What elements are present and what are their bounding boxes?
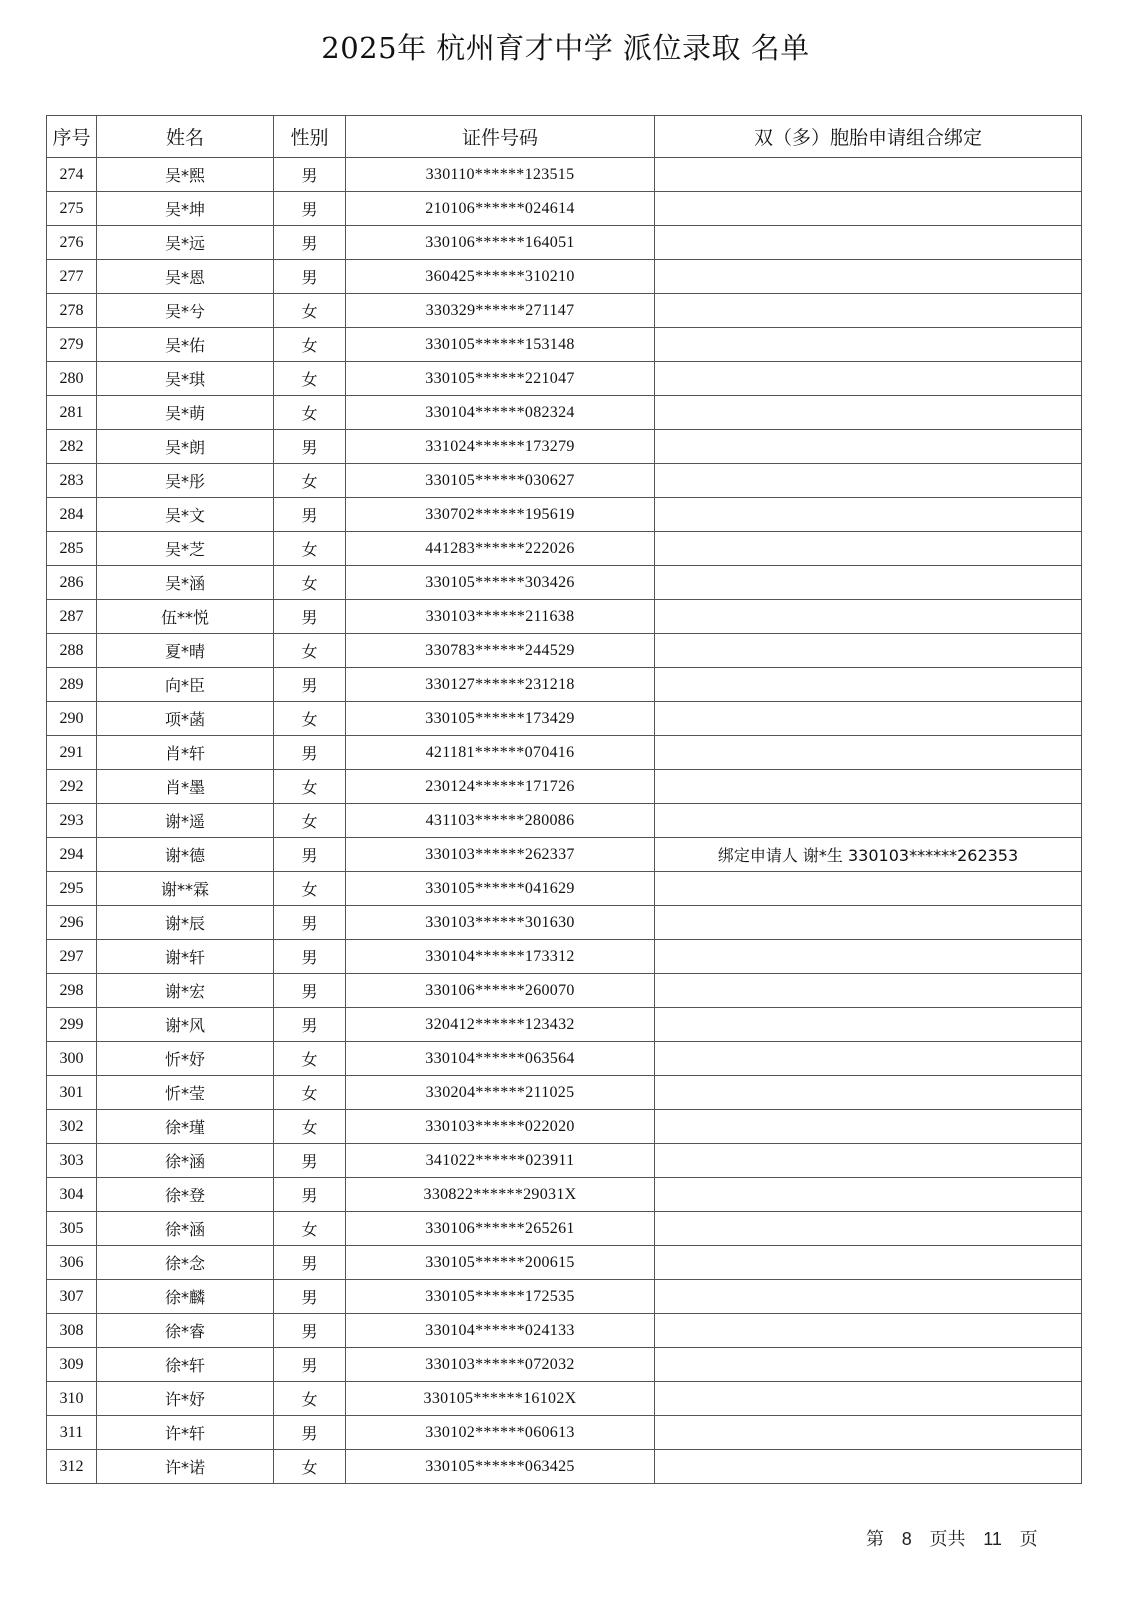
cell-id-number: 330105******173429 — [346, 702, 655, 736]
cell-seq: 302 — [47, 1110, 97, 1144]
cell-name: 吴*彤 — [97, 464, 274, 498]
cell-gender: 男 — [274, 260, 346, 294]
cell-seq: 282 — [47, 430, 97, 464]
cell-seq: 278 — [47, 294, 97, 328]
cell-name: 谢*辰 — [97, 906, 274, 940]
cell-gender: 女 — [274, 328, 346, 362]
table-row — [47, 1280, 1082, 1314]
cell-twin-binding — [655, 1110, 1082, 1144]
table-row — [47, 532, 1082, 566]
table-row — [47, 430, 1082, 464]
cell-name: 项*菡 — [97, 702, 274, 736]
cell-gender: 男 — [274, 838, 346, 872]
cell-gender: 女 — [274, 1212, 346, 1246]
cell-name: 徐*麟 — [97, 1280, 274, 1314]
cell-name: 许*诺 — [97, 1450, 274, 1484]
cell-twin-binding — [655, 736, 1082, 770]
cell-name: 伍**悦 — [97, 600, 274, 634]
cell-twin-binding — [655, 1348, 1082, 1382]
cell-seq: 306 — [47, 1246, 97, 1280]
cell-seq: 304 — [47, 1178, 97, 1212]
table-row — [47, 158, 1082, 192]
cell-twin-binding — [655, 328, 1082, 362]
cell-seq: 297 — [47, 940, 97, 974]
cell-seq: 276 — [47, 226, 97, 260]
table-row — [47, 1450, 1082, 1484]
table-row — [47, 1212, 1082, 1246]
cell-seq: 291 — [47, 736, 97, 770]
cell-id-number: 360425******310210 — [346, 260, 655, 294]
cell-id-number: 330104******173312 — [346, 940, 655, 974]
cell-twin-binding — [655, 1246, 1082, 1280]
cell-seq: 312 — [47, 1450, 97, 1484]
cell-gender: 女 — [274, 872, 346, 906]
cell-twin-binding — [655, 974, 1082, 1008]
cell-name: 谢*风 — [97, 1008, 274, 1042]
cell-twin-binding — [655, 600, 1082, 634]
table-row — [47, 838, 1082, 872]
cell-seq: 307 — [47, 1280, 97, 1314]
cell-name: 吴*恩 — [97, 260, 274, 294]
header-name: 姓名 — [97, 116, 274, 158]
cell-twin-binding — [655, 1450, 1082, 1484]
cell-id-number: 330822******29031X — [346, 1178, 655, 1212]
footer-prefix: 第 — [866, 1529, 884, 1550]
cell-name: 徐*念 — [97, 1246, 274, 1280]
cell-twin-binding — [655, 702, 1082, 736]
cell-gender: 男 — [274, 430, 346, 464]
cell-gender: 男 — [274, 192, 346, 226]
footer-total-pages: 11 — [983, 1529, 1002, 1549]
cell-twin-binding — [655, 940, 1082, 974]
cell-name: 许*妤 — [97, 1382, 274, 1416]
header-gender: 性别 — [274, 116, 346, 158]
table-row — [47, 294, 1082, 328]
cell-id-number: 330106******265261 — [346, 1212, 655, 1246]
table-row — [47, 1008, 1082, 1042]
cell-seq: 294 — [47, 838, 97, 872]
cell-seq: 292 — [47, 770, 97, 804]
cell-seq: 309 — [47, 1348, 97, 1382]
cell-seq: 295 — [47, 872, 97, 906]
table-row — [47, 396, 1082, 430]
cell-gender: 男 — [274, 1144, 346, 1178]
cell-twin-binding — [655, 532, 1082, 566]
cell-seq: 287 — [47, 600, 97, 634]
cell-id-number: 330103******072032 — [346, 1348, 655, 1382]
table-row — [47, 1178, 1082, 1212]
cell-gender: 女 — [274, 396, 346, 430]
cell-id-number: 330104******024133 — [346, 1314, 655, 1348]
table-row — [47, 940, 1082, 974]
cell-name: 谢*轩 — [97, 940, 274, 974]
cell-gender: 男 — [274, 1348, 346, 1382]
cell-gender: 女 — [274, 1076, 346, 1110]
cell-twin-binding — [655, 294, 1082, 328]
cell-seq: 289 — [47, 668, 97, 702]
header-row — [47, 116, 1082, 158]
table-row — [47, 770, 1082, 804]
cell-id-number: 330783******244529 — [346, 634, 655, 668]
cell-twin-binding — [655, 362, 1082, 396]
table-row — [47, 872, 1082, 906]
table-header — [47, 116, 1082, 158]
cell-gender: 男 — [274, 498, 346, 532]
cell-name: 徐*涵 — [97, 1212, 274, 1246]
cell-seq: 284 — [47, 498, 97, 532]
cell-name: 吴*芝 — [97, 532, 274, 566]
cell-seq: 308 — [47, 1314, 97, 1348]
cell-name: 肖*墨 — [97, 770, 274, 804]
cell-name: 忻*莹 — [97, 1076, 274, 1110]
table-row — [47, 192, 1082, 226]
cell-seq: 305 — [47, 1212, 97, 1246]
cell-twin-binding — [655, 158, 1082, 192]
cell-seq: 277 — [47, 260, 97, 294]
cell-id-number: 330103******262337 — [346, 838, 655, 872]
header-id-number: 证件号码 — [346, 116, 655, 158]
cell-gender: 女 — [274, 362, 346, 396]
cell-gender: 女 — [274, 634, 346, 668]
cell-seq: 300 — [47, 1042, 97, 1076]
cell-name: 忻*妤 — [97, 1042, 274, 1076]
cell-id-number: 330127******231218 — [346, 668, 655, 702]
cell-id-number: 330104******082324 — [346, 396, 655, 430]
cell-name: 肖*轩 — [97, 736, 274, 770]
table-row — [47, 600, 1082, 634]
table-row — [47, 1382, 1082, 1416]
cell-id-number: 320412******123432 — [346, 1008, 655, 1042]
table-row — [47, 362, 1082, 396]
cell-id-number: 330103******301630 — [346, 906, 655, 940]
cell-id-number: 330105******063425 — [346, 1450, 655, 1484]
cell-twin-binding — [655, 668, 1082, 702]
cell-id-number: 421181******070416 — [346, 736, 655, 770]
cell-gender: 女 — [274, 464, 346, 498]
cell-id-number: 230124******171726 — [346, 770, 655, 804]
cell-twin-binding: 绑定申请人 谢*生 330103******262353 — [655, 838, 1082, 872]
cell-twin-binding — [655, 260, 1082, 294]
cell-seq: 301 — [47, 1076, 97, 1110]
header-twin-binding: 双（多）胞胎申请组合绑定 — [655, 116, 1082, 158]
cell-twin-binding — [655, 1076, 1082, 1110]
cell-id-number: 210106******024614 — [346, 192, 655, 226]
cell-seq: 285 — [47, 532, 97, 566]
cell-id-number: 330105******153148 — [346, 328, 655, 362]
cell-name: 谢*德 — [97, 838, 274, 872]
table-row — [47, 1348, 1082, 1382]
cell-gender: 男 — [274, 1178, 346, 1212]
table-row — [47, 1110, 1082, 1144]
table-row — [47, 464, 1082, 498]
cell-twin-binding — [655, 396, 1082, 430]
cell-id-number: 330105******221047 — [346, 362, 655, 396]
cell-gender: 女 — [274, 566, 346, 600]
cell-gender: 男 — [274, 1280, 346, 1314]
cell-seq: 298 — [47, 974, 97, 1008]
cell-name: 吴*佑 — [97, 328, 274, 362]
cell-gender: 男 — [274, 974, 346, 1008]
cell-seq: 299 — [47, 1008, 97, 1042]
cell-name: 夏*晴 — [97, 634, 274, 668]
cell-id-number: 330105******303426 — [346, 566, 655, 600]
table-row — [47, 668, 1082, 702]
table-row — [47, 260, 1082, 294]
cell-name: 徐*涵 — [97, 1144, 274, 1178]
cell-seq: 296 — [47, 906, 97, 940]
cell-name: 吴*文 — [97, 498, 274, 532]
cell-gender: 女 — [274, 702, 346, 736]
cell-id-number: 331024******173279 — [346, 430, 655, 464]
table-row — [47, 1042, 1082, 1076]
cell-id-number: 330105******16102X — [346, 1382, 655, 1416]
cell-gender: 女 — [274, 1110, 346, 1144]
page-footer — [866, 1525, 1038, 1551]
cell-name: 徐*登 — [97, 1178, 274, 1212]
cell-gender: 女 — [274, 1450, 346, 1484]
cell-id-number: 330105******172535 — [346, 1280, 655, 1314]
cell-name: 吴*远 — [97, 226, 274, 260]
cell-twin-binding — [655, 906, 1082, 940]
cell-name: 吴*熙 — [97, 158, 274, 192]
cell-twin-binding — [655, 872, 1082, 906]
cell-twin-binding — [655, 1382, 1082, 1416]
table-row — [47, 498, 1082, 532]
cell-seq: 303 — [47, 1144, 97, 1178]
table-row — [47, 906, 1082, 940]
cell-gender: 男 — [274, 1314, 346, 1348]
table-row — [47, 634, 1082, 668]
cell-id-number: 330702******195619 — [346, 498, 655, 532]
cell-twin-binding — [655, 770, 1082, 804]
cell-twin-binding — [655, 464, 1082, 498]
table-row — [47, 736, 1082, 770]
footer-page-number: 8 — [901, 1529, 912, 1549]
cell-name: 吴*朗 — [97, 430, 274, 464]
table-row — [47, 328, 1082, 362]
document-title: 2025年 杭州育才中学 派位录取 名单 — [321, 31, 810, 65]
footer-suffix: 页 — [1019, 1529, 1038, 1550]
cell-name: 谢*宏 — [97, 974, 274, 1008]
cell-twin-binding — [655, 1008, 1082, 1042]
cell-seq: 279 — [47, 328, 97, 362]
cell-twin-binding — [655, 1042, 1082, 1076]
cell-twin-binding — [655, 1280, 1082, 1314]
cell-name: 徐*瑾 — [97, 1110, 274, 1144]
cell-seq: 293 — [47, 804, 97, 838]
table-row — [47, 226, 1082, 260]
header-seq: 序号 — [47, 116, 97, 158]
cell-gender: 男 — [274, 600, 346, 634]
cell-seq: 274 — [47, 158, 97, 192]
cell-twin-binding — [655, 566, 1082, 600]
cell-id-number: 330105******041629 — [346, 872, 655, 906]
table-row — [47, 1246, 1082, 1280]
cell-seq: 288 — [47, 634, 97, 668]
cell-gender: 女 — [274, 1042, 346, 1076]
cell-id-number: 330103******211638 — [346, 600, 655, 634]
cell-name: 徐*睿 — [97, 1314, 274, 1348]
cell-twin-binding — [655, 1178, 1082, 1212]
cell-id-number: 330110******123515 — [346, 158, 655, 192]
cell-seq: 280 — [47, 362, 97, 396]
cell-twin-binding — [655, 804, 1082, 838]
cell-id-number: 341022******023911 — [346, 1144, 655, 1178]
cell-gender: 男 — [274, 158, 346, 192]
cell-gender: 男 — [274, 906, 346, 940]
cell-seq: 290 — [47, 702, 97, 736]
cell-twin-binding — [655, 1314, 1082, 1348]
cell-twin-binding — [655, 498, 1082, 532]
cell-name: 吴*兮 — [97, 294, 274, 328]
cell-seq: 286 — [47, 566, 97, 600]
table-row — [47, 702, 1082, 736]
cell-id-number: 330103******022020 — [346, 1110, 655, 1144]
table-row — [47, 1076, 1082, 1110]
cell-name: 谢**霖 — [97, 872, 274, 906]
cell-twin-binding — [655, 430, 1082, 464]
cell-gender: 男 — [274, 1416, 346, 1450]
cell-id-number: 330105******030627 — [346, 464, 655, 498]
cell-seq: 311 — [47, 1416, 97, 1450]
cell-gender: 女 — [274, 294, 346, 328]
cell-name: 向*臣 — [97, 668, 274, 702]
cell-twin-binding — [655, 192, 1082, 226]
cell-gender: 女 — [274, 1382, 346, 1416]
footer-middle: 页共 — [929, 1529, 966, 1550]
cell-id-number: 431103******280086 — [346, 804, 655, 838]
cell-name: 徐*轩 — [97, 1348, 274, 1382]
table-row — [47, 1144, 1082, 1178]
cell-seq: 283 — [47, 464, 97, 498]
cell-gender: 女 — [274, 804, 346, 838]
table-row — [47, 804, 1082, 838]
cell-id-number: 330105******200615 — [346, 1246, 655, 1280]
cell-twin-binding — [655, 1416, 1082, 1450]
cell-id-number: 330329******271147 — [346, 294, 655, 328]
cell-twin-binding — [655, 226, 1082, 260]
cell-name: 吴*涵 — [97, 566, 274, 600]
table-row — [47, 566, 1082, 600]
cell-twin-binding — [655, 634, 1082, 668]
cell-seq: 275 — [47, 192, 97, 226]
table-row — [47, 1314, 1082, 1348]
cell-seq: 281 — [47, 396, 97, 430]
table-row — [47, 974, 1082, 1008]
cell-id-number: 330102******060613 — [346, 1416, 655, 1450]
cell-name: 许*轩 — [97, 1416, 274, 1450]
cell-gender: 男 — [274, 1246, 346, 1280]
cell-seq: 310 — [47, 1382, 97, 1416]
cell-id-number: 441283******222026 — [346, 532, 655, 566]
admission-table — [46, 115, 1082, 1484]
cell-id-number: 330106******164051 — [346, 226, 655, 260]
cell-twin-binding — [655, 1212, 1082, 1246]
cell-gender: 女 — [274, 532, 346, 566]
cell-gender: 男 — [274, 668, 346, 702]
table-body — [47, 158, 1082, 1484]
cell-gender: 男 — [274, 736, 346, 770]
cell-name: 吴*萌 — [97, 396, 274, 430]
cell-gender: 男 — [274, 940, 346, 974]
cell-twin-binding — [655, 1144, 1082, 1178]
cell-gender: 女 — [274, 770, 346, 804]
table-row — [47, 1416, 1082, 1450]
cell-id-number: 330204******211025 — [346, 1076, 655, 1110]
cell-name: 谢*遥 — [97, 804, 274, 838]
cell-id-number: 330104******063564 — [346, 1042, 655, 1076]
cell-name: 吴*坤 — [97, 192, 274, 226]
cell-id-number: 330106******260070 — [346, 974, 655, 1008]
cell-gender: 男 — [274, 1008, 346, 1042]
cell-gender: 男 — [274, 226, 346, 260]
cell-name: 吴*琪 — [97, 362, 274, 396]
